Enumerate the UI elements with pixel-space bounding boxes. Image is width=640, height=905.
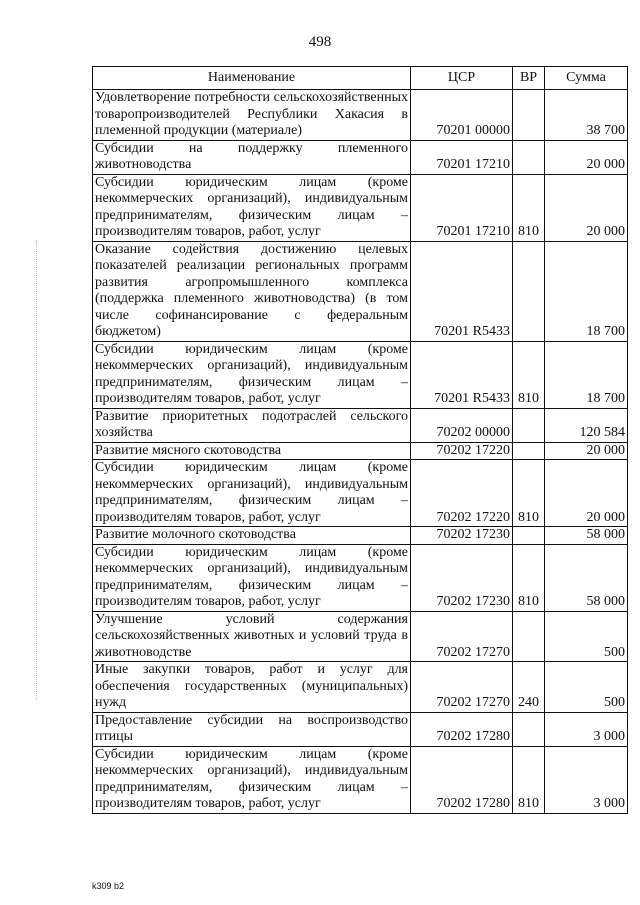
cell-name: Развитие приоритетных подотраслей сельского хозяйства	[93, 408, 411, 442]
cell-sum: 20 000	[545, 140, 628, 174]
cell-vr: 810	[513, 746, 545, 813]
cell-sum: 3 000	[545, 712, 628, 746]
cell-vr	[513, 140, 545, 174]
cell-sum: 500	[545, 662, 628, 713]
footer-code: k309 b2	[92, 881, 125, 891]
cell-csr: 70202 00000	[411, 408, 513, 442]
cell-sum: 58 000	[545, 544, 628, 611]
header-vr: ВР	[513, 67, 545, 90]
cell-csr: 70202 17230	[411, 527, 513, 545]
cell-vr: 240	[513, 662, 545, 713]
cell-name: Развитие мясного скотоводства	[93, 442, 411, 460]
cell-csr: 70202 17230	[411, 544, 513, 611]
cell-csr: 70201 R5433	[411, 341, 513, 408]
cell-sum: 18 700	[545, 341, 628, 408]
cell-name: Оказание содействия достижению целевых показателей реализации региональных программ развития агропромышленного комплекса (поддержка племенного животноводства) (в том числе софинансирование с федеральным бюджетом)	[93, 241, 411, 341]
table-row	[93, 746, 628, 813]
cell-vr	[513, 90, 545, 141]
cell-csr: 70202 17280	[411, 746, 513, 813]
cell-sum: 500	[545, 611, 628, 662]
cell-vr	[513, 408, 545, 442]
margin-scan-marks	[36, 240, 38, 700]
table-row	[93, 140, 628, 174]
cell-name: Субсидии юридическим лицам (кроме некоммерческих организаций), индивидуальным предпринимателям, физическим лицам – производителям товаров, работ, услуг	[93, 544, 411, 611]
cell-csr: 70201 00000	[411, 90, 513, 141]
table-row	[93, 460, 628, 527]
cell-vr	[513, 611, 545, 662]
cell-vr	[513, 241, 545, 341]
cell-name: Улучшение условий содержания сельскохозяйственных животных и условий труда в животноводстве	[93, 611, 411, 662]
cell-name: Развитие молочного скотоводства	[93, 527, 411, 545]
header-csr: ЦСР	[411, 67, 513, 90]
cell-vr: 810	[513, 460, 545, 527]
cell-sum: 20 000	[545, 442, 628, 460]
cell-csr: 70201 17210	[411, 174, 513, 241]
cell-name: Иные закупки товаров, работ и услуг для обеспечения государственных (муниципальных) нужд	[93, 662, 411, 713]
cell-csr: 70201 17210	[411, 140, 513, 174]
table-row	[93, 174, 628, 241]
cell-vr: 810	[513, 341, 545, 408]
table-row	[93, 442, 628, 460]
cell-csr: 70202 17220	[411, 460, 513, 527]
cell-csr: 70202 17280	[411, 712, 513, 746]
budget-table	[92, 66, 628, 814]
table-row	[93, 662, 628, 713]
cell-sum: 3 000	[545, 746, 628, 813]
cell-name: Субсидии на поддержку племенного животноводства	[93, 140, 411, 174]
cell-csr: 70202 17220	[411, 442, 513, 460]
table-header-row	[93, 67, 628, 90]
cell-name: Субсидии юридическим лицам (кроме некоммерческих организаций), индивидуальным предпринимателям, физическим лицам – производителям товаров, работ, услуг	[93, 341, 411, 408]
cell-name: Удовлетворение потребности сельскохозяйственных товаропроизводителей Республики Хакасия в племенной продукции (материале)	[93, 90, 411, 141]
table-row	[93, 241, 628, 341]
cell-sum: 38 700	[545, 90, 628, 141]
cell-vr	[513, 442, 545, 460]
cell-csr: 70201 R5433	[411, 241, 513, 341]
cell-name: Субсидии юридическим лицам (кроме некоммерческих организаций), индивидуальным предпринимателям, физическим лицам – производителям товаров, работ, услуг	[93, 174, 411, 241]
cell-vr	[513, 712, 545, 746]
cell-name: Субсидии юридическим лицам (кроме некоммерческих организаций), индивидуальным предпринимателям, физическим лицам – производителям товаров, работ, услуг	[93, 460, 411, 527]
table-row	[93, 341, 628, 408]
table-row	[93, 611, 628, 662]
table-row	[93, 90, 628, 141]
cell-name: Предоставление субсидии на воспроизводство птицы	[93, 712, 411, 746]
cell-sum: 120 584	[545, 408, 628, 442]
cell-vr: 810	[513, 174, 545, 241]
table-row	[93, 712, 628, 746]
table-row	[93, 408, 628, 442]
cell-sum: 18 700	[545, 241, 628, 341]
page-number: 498	[308, 34, 332, 50]
cell-sum: 20 000	[545, 174, 628, 241]
cell-vr	[513, 527, 545, 545]
header-sum: Сумма	[545, 67, 628, 90]
cell-sum: 58 000	[545, 527, 628, 545]
header-name: Наименование	[93, 67, 411, 90]
cell-sum: 20 000	[545, 460, 628, 527]
cell-name: Субсидии юридическим лицам (кроме некоммерческих организаций), индивидуальным предпринимателям, физическим лицам – производителям товаров, работ, услуг	[93, 746, 411, 813]
cell-csr: 70202 17270	[411, 611, 513, 662]
cell-csr: 70202 17270	[411, 662, 513, 713]
table-row	[93, 544, 628, 611]
cell-vr: 810	[513, 544, 545, 611]
table-row	[93, 527, 628, 545]
